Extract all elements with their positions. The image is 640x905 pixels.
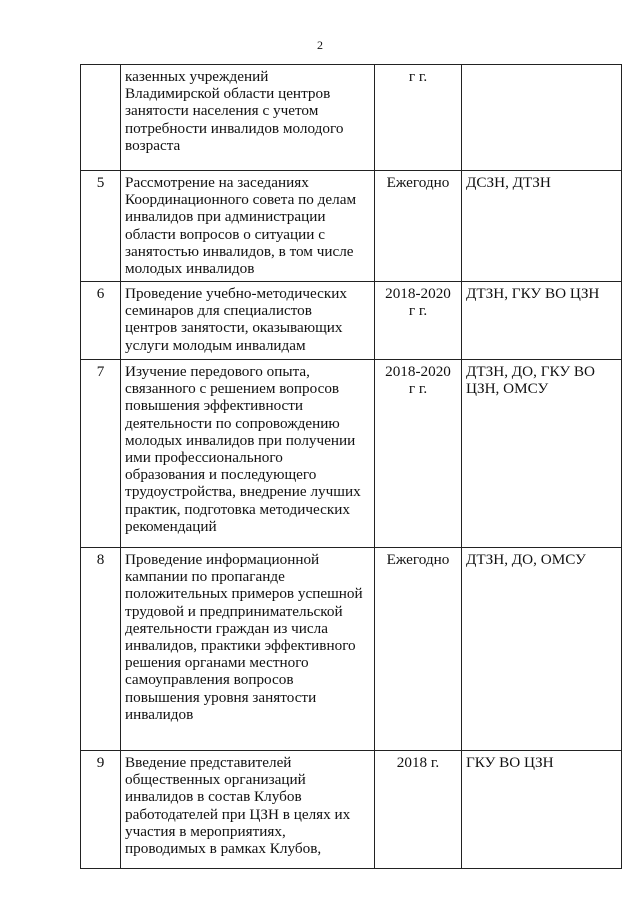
measure-executors (462, 548, 622, 751)
measure-description-line: занятости населения с учетом (125, 102, 319, 120)
measure-description-line: практик, подготовка методических (125, 500, 350, 518)
measure-description (121, 360, 375, 548)
measure-executors-line: ДСЗН, ДТЗН (466, 174, 551, 191)
measure-executors-line: ДТЗН, ДО, ГКУ ВО (466, 363, 595, 380)
measure-description-line: потребности инвалидов молодого (125, 119, 344, 137)
table-row (81, 65, 622, 171)
measure-description-line: инвалидов в состав Клубов (125, 788, 302, 806)
measure-term-line: Ежегодно (386, 551, 450, 568)
measure-description-line: казенных учреждений (125, 68, 269, 85)
table-row (81, 751, 622, 869)
row-number: 7 (81, 360, 121, 548)
measure-description-line: участия в мероприятиях, (125, 822, 286, 840)
measure-description-line: занятостью инвалидов, в том числе (125, 242, 354, 260)
measure-description-line: инвалидов при администрации (125, 208, 326, 226)
measure-description-line: Координационного совета по делам (125, 191, 357, 209)
measure-description-line: проводимых в рамках Клубов, (125, 840, 322, 858)
measure-executors-line: ГКУ ВО ЦЗН (466, 754, 554, 771)
measure-description (121, 282, 375, 360)
row-number: 5 (81, 171, 121, 282)
measure-description-line: Проведение информационной (125, 551, 320, 568)
table-row (81, 360, 622, 548)
row-number: 8 (81, 548, 121, 751)
measure-executors (462, 282, 622, 360)
table-row (81, 282, 622, 360)
row-number: 6 (81, 282, 121, 360)
measure-executors (462, 171, 622, 282)
measures-table (80, 64, 622, 869)
measure-description-line: деятельности граждан из числа (125, 619, 328, 637)
measure-description-line: трудоустройства, внедрение лучших (125, 483, 361, 501)
measure-term-line: 2018-2020 (385, 363, 451, 380)
table-row (81, 548, 622, 751)
row-number (81, 65, 121, 171)
measure-description-line: кампании по пропаганде (125, 568, 285, 586)
measure-description-line: рекомендаций (125, 517, 217, 535)
measure-executors (462, 751, 622, 869)
measure-description-line: положительных примеров успешной (125, 585, 363, 603)
measure-term-line: 2018 г. (396, 754, 440, 771)
page-number: 2 (317, 38, 323, 52)
measure-term (375, 171, 462, 282)
measure-term (375, 360, 462, 548)
measure-description-line: работодателей при ЦЗН в целях их (125, 805, 351, 823)
measure-term-line: г г. (408, 302, 428, 320)
measure-description-line: самоуправления вопросов (125, 671, 294, 689)
measure-description-line: деятельности по сопровождению (125, 414, 340, 432)
measure-description-line: решения органами местного (125, 654, 309, 672)
measure-description-line: молодых инвалидов при получении (125, 431, 356, 449)
measure-description-line: возраста (125, 136, 181, 154)
measure-description-line: Рассмотрение на заседаниях (125, 174, 309, 191)
measure-description-line: Изучение передового опыта, (125, 363, 310, 380)
measure-term-line: Ежегодно (386, 174, 450, 191)
measure-description-line: услуги молодым инвалидам (125, 336, 306, 354)
measure-description-line: связанного с решением вопросов (125, 380, 340, 398)
measure-description-line: области вопросов о ситуации с (125, 225, 325, 243)
measure-description-line: инвалидов, практики эффективного (125, 637, 356, 655)
measure-executors-line: ДТЗН, ДО, ОМСУ (466, 551, 586, 568)
measure-description-line: центров занятости, оказывающих (125, 319, 343, 337)
measure-description-line: Владимирской области центров (125, 85, 331, 103)
measure-description (121, 171, 375, 282)
measure-description-line: общественных организаций (125, 771, 306, 789)
measure-description-line: трудовой и предпринимательской (125, 602, 343, 620)
measure-executors (462, 360, 622, 548)
measure-term (375, 751, 462, 869)
row-number: 9 (81, 751, 121, 869)
measure-term (375, 65, 462, 171)
measure-term-line: г г. (408, 68, 428, 85)
measure-term-line: г г. (408, 380, 428, 398)
table-row (81, 171, 622, 282)
measure-description-line: ими профессионального (125, 449, 283, 467)
measure-description-line: молодых инвалидов (125, 260, 255, 278)
measure-executors-line: ДТЗН, ГКУ ВО ЦЗН (466, 285, 600, 302)
measure-term-line: 2018-2020 (385, 285, 451, 302)
measure-description-line: повышения эффективности (125, 397, 304, 415)
measure-description-line: инвалидов (125, 705, 194, 723)
measure-description-line: Введение представителей (125, 754, 292, 771)
measure-description-line: повышения уровня занятости (125, 688, 317, 706)
measure-description (121, 65, 375, 171)
measure-description-line: образования и последующего (125, 466, 317, 484)
measure-term (375, 548, 462, 751)
measure-term (375, 282, 462, 360)
measure-description-line: семинаров для специалистов (125, 302, 312, 320)
measure-executors (462, 65, 622, 171)
measure-executors-line: ЦЗН, ОМСУ (466, 380, 549, 398)
measure-description-line: Проведение учебно-методических (125, 285, 347, 302)
measure-description (121, 751, 375, 869)
measure-description (121, 548, 375, 751)
